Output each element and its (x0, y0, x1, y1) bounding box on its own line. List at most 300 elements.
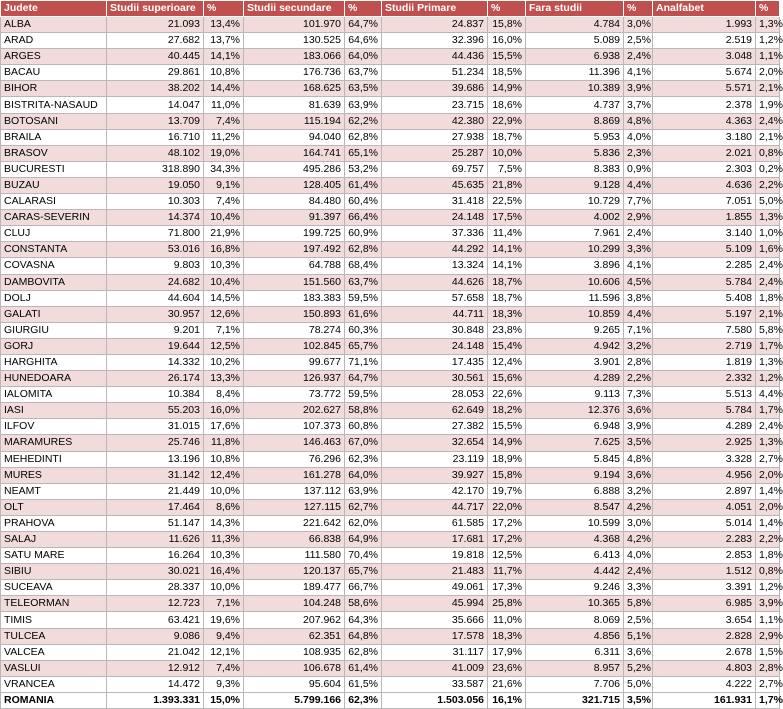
table-cell: 14.332 (107, 354, 204, 370)
table-cell: 14.472 (107, 676, 204, 692)
table-cell: 19.644 (107, 338, 204, 354)
table-row (1, 467, 780, 483)
table-cell: 9.113 (526, 387, 624, 403)
county-name: MURES (1, 467, 107, 483)
table-cell: 6.311 (526, 644, 624, 660)
table-cell: 18,7% (488, 129, 526, 145)
table-cell: 58,8% (345, 403, 382, 419)
table-cell: 44.711 (382, 306, 488, 322)
table-cell: 3.328 (653, 451, 756, 467)
table-cell: 76.296 (244, 451, 345, 467)
table-cell: 2.678 (653, 644, 756, 660)
table-row (1, 145, 780, 161)
table-cell: 66,7% (345, 580, 382, 596)
table-cell: 8.383 (526, 161, 624, 177)
table-cell: 63,9% (345, 97, 382, 113)
total-row (1, 692, 780, 708)
total-label: ROMANIA (1, 692, 107, 708)
table-cell: 1,1% (756, 49, 780, 65)
county-name: BISTRITA-NASAUD (1, 97, 107, 113)
table-cell: 10,2% (204, 354, 244, 370)
table-cell: 44.604 (107, 290, 204, 306)
table-cell: 40.445 (107, 49, 204, 65)
table-cell: 78.274 (244, 322, 345, 338)
table-cell: 10.384 (107, 387, 204, 403)
table-cell: 64,0% (345, 467, 382, 483)
table-cell: 39.927 (382, 467, 488, 483)
table-cell: 24.148 (382, 338, 488, 354)
table-cell: 9,3% (204, 676, 244, 692)
table-cell: 189.477 (244, 580, 345, 596)
table-cell: 10,3% (204, 258, 244, 274)
table-cell: 65,7% (345, 338, 382, 354)
county-name: SUCEAVA (1, 580, 107, 596)
table-cell: 9.194 (526, 467, 624, 483)
table-cell: 3.140 (653, 226, 756, 242)
table-cell: 17.435 (382, 354, 488, 370)
table-row (1, 210, 780, 226)
table-cell: 17,5% (488, 210, 526, 226)
table-row (1, 33, 780, 49)
county-name: ARGES (1, 49, 107, 65)
table-cell: 2.897 (653, 483, 756, 499)
table-cell: 7,3% (624, 387, 653, 403)
total-cell: 5.799.166 (244, 692, 345, 708)
table-row (1, 226, 780, 242)
table-cell: 3,2% (624, 483, 653, 499)
table-cell: 5.845 (526, 451, 624, 467)
table-cell: 19,7% (488, 483, 526, 499)
table-cell: 41.009 (382, 660, 488, 676)
table-cell: 1,2% (756, 371, 780, 387)
table-cell: 30.957 (107, 306, 204, 322)
table-cell: 108.935 (244, 644, 345, 660)
total-cell: 1.393.331 (107, 692, 204, 708)
county-name: HUNEDOARA (1, 371, 107, 387)
table-cell: 30.561 (382, 371, 488, 387)
table-cell: 4.856 (526, 628, 624, 644)
table-cell: 21.449 (107, 483, 204, 499)
county-name: HARGHITA (1, 354, 107, 370)
table-row (1, 676, 780, 692)
table-cell: 61,6% (345, 306, 382, 322)
table-cell: 12,1% (204, 644, 244, 660)
table-cell: 1.855 (653, 210, 756, 226)
table-cell: 1,8% (756, 548, 780, 564)
county-name: BACAU (1, 65, 107, 81)
table-cell: 22,0% (488, 499, 526, 515)
table-cell: 2,4% (756, 419, 780, 435)
table-cell: 1.819 (653, 354, 756, 370)
table-cell: 23,6% (488, 660, 526, 676)
table-cell: 16,0% (488, 33, 526, 49)
table-cell: 12,4% (204, 467, 244, 483)
table-row (1, 371, 780, 387)
table-cell: 2.021 (653, 145, 756, 161)
table-cell: 4,1% (624, 65, 653, 81)
table-cell: 4.051 (653, 499, 756, 515)
table-cell: 2,9% (624, 210, 653, 226)
table-row (1, 274, 780, 290)
table-row (1, 242, 780, 258)
table-cell: 11.596 (526, 290, 624, 306)
column-header: Fara studii (526, 1, 624, 17)
table-cell: 19,6% (204, 612, 244, 628)
table-cell: 59,5% (345, 290, 382, 306)
county-name: GORJ (1, 338, 107, 354)
total-cell: 1.503.056 (382, 692, 488, 708)
table-cell: 18,3% (488, 306, 526, 322)
table-cell: 63,9% (345, 483, 382, 499)
table-cell: 42.170 (382, 483, 488, 499)
table-cell: 3,8% (624, 290, 653, 306)
table-row (1, 435, 780, 451)
table-cell: 14,9% (488, 435, 526, 451)
table-cell: 12.376 (526, 403, 624, 419)
table-cell: 106.678 (244, 660, 345, 676)
table-cell: 24.682 (107, 274, 204, 290)
table-cell: 21,9% (204, 226, 244, 242)
table-cell: 130.525 (244, 33, 345, 49)
column-header: Analfabet (653, 1, 756, 17)
county-name: ARAD (1, 33, 107, 49)
table-cell: 4,8% (624, 113, 653, 129)
table-cell: 39.686 (382, 81, 488, 97)
table-cell: 19.050 (107, 177, 204, 193)
table-cell: 14,1% (488, 242, 526, 258)
table-cell: 5.953 (526, 129, 624, 145)
table-cell: 31.142 (107, 467, 204, 483)
table-cell: 6.413 (526, 548, 624, 564)
table-cell: 5.408 (653, 290, 756, 306)
table-cell: 9.086 (107, 628, 204, 644)
table-cell: 202.627 (244, 403, 345, 419)
table-cell: 2,0% (756, 499, 780, 515)
table-cell: 14,5% (204, 290, 244, 306)
table-cell: 127.115 (244, 499, 345, 515)
table-cell: 91.397 (244, 210, 345, 226)
table-cell: 62,8% (345, 644, 382, 660)
table-cell: 128.405 (244, 177, 345, 193)
table-cell: 18,9% (488, 451, 526, 467)
table-cell: 64,3% (345, 612, 382, 628)
table-cell: 8.957 (526, 660, 624, 676)
table-cell: 49.061 (382, 580, 488, 596)
table-cell: 11,0% (204, 97, 244, 113)
table-cell: 64.788 (244, 258, 345, 274)
table-cell: 2.719 (653, 338, 756, 354)
table-cell: 6.985 (653, 596, 756, 612)
table-cell: 146.463 (244, 435, 345, 451)
column-header: % (204, 1, 244, 17)
table-cell: 5.109 (653, 242, 756, 258)
table-cell: 2.303 (653, 161, 756, 177)
table-cell: 10,0% (488, 145, 526, 161)
table-cell: 1,6% (756, 242, 780, 258)
total-cell: 321.715 (526, 692, 624, 708)
table-row (1, 17, 780, 33)
table-cell: 4.368 (526, 532, 624, 548)
county-name: SALAJ (1, 532, 107, 548)
table-row (1, 532, 780, 548)
county-name: MEHEDINTI (1, 451, 107, 467)
county-name: CALARASI (1, 194, 107, 210)
table-cell: 3,9% (756, 596, 780, 612)
table-cell: 22,6% (488, 387, 526, 403)
county-name: ALBA (1, 17, 107, 33)
table-cell: 15,5% (488, 419, 526, 435)
table-cell: 3.654 (653, 612, 756, 628)
table-cell: 5.197 (653, 306, 756, 322)
table-cell: 38.202 (107, 81, 204, 97)
table-cell: 10.606 (526, 274, 624, 290)
table-row (1, 65, 780, 81)
table-row (1, 194, 780, 210)
table-cell: 3,9% (624, 81, 653, 97)
table-cell: 10,8% (204, 451, 244, 467)
table-cell: 44.717 (382, 499, 488, 515)
table-cell: 29.861 (107, 65, 204, 81)
table-cell: 199.725 (244, 226, 345, 242)
table-cell: 3,0% (624, 17, 653, 33)
table-row (1, 306, 780, 322)
table-cell: 64,6% (345, 33, 382, 49)
table-cell: 161.278 (244, 467, 345, 483)
table-cell: 5,8% (756, 322, 780, 338)
table-cell: 4.289 (653, 419, 756, 435)
table-cell: 65,7% (345, 564, 382, 580)
table-cell: 1,7% (756, 338, 780, 354)
table-row (1, 660, 780, 676)
table-cell: 8,6% (204, 499, 244, 515)
total-cell: 1,7% (756, 692, 780, 708)
table-cell: 4,5% (624, 274, 653, 290)
table-cell: 176.736 (244, 65, 345, 81)
table-cell: 12,4% (488, 354, 526, 370)
table-cell: 115.194 (244, 113, 345, 129)
table-cell: 4.636 (653, 177, 756, 193)
table-cell: 3.901 (526, 354, 624, 370)
table-cell: 6.888 (526, 483, 624, 499)
table-cell: 11,7% (488, 564, 526, 580)
table-row (1, 338, 780, 354)
table-cell: 5,1% (624, 628, 653, 644)
table-row (1, 258, 780, 274)
table-cell: 183.066 (244, 49, 345, 65)
table-cell: 4.363 (653, 113, 756, 129)
table-row (1, 580, 780, 596)
table-cell: 7.625 (526, 435, 624, 451)
table-cell: 65,1% (345, 145, 382, 161)
table-cell: 6.938 (526, 49, 624, 65)
table-cell: 2,3% (624, 145, 653, 161)
table-cell: 7,1% (624, 322, 653, 338)
table-cell: 31.117 (382, 644, 488, 660)
table-cell: 5.014 (653, 515, 756, 531)
table-cell: 3,0% (624, 515, 653, 531)
table-cell: 5.089 (526, 33, 624, 49)
table-cell: 22,5% (488, 194, 526, 210)
column-header: Studii superioare (107, 1, 204, 17)
county-name: VASLUI (1, 660, 107, 676)
table-cell: 44.626 (382, 274, 488, 290)
county-name: SATU MARE (1, 548, 107, 564)
table-cell: 62.649 (382, 403, 488, 419)
total-cell: 62,3% (345, 692, 382, 708)
table-row (1, 177, 780, 193)
table-cell: 14,1% (204, 49, 244, 65)
table-cell: 18,3% (488, 628, 526, 644)
table-row (1, 403, 780, 419)
table-cell: 21.093 (107, 17, 204, 33)
county-name: DAMBOVITA (1, 274, 107, 290)
table-cell: 4.222 (653, 676, 756, 692)
table-row (1, 499, 780, 515)
table-row (1, 49, 780, 65)
table-cell: 30.021 (107, 564, 204, 580)
table-cell: 13.709 (107, 113, 204, 129)
table-cell: 0,8% (756, 564, 780, 580)
table-cell: 16,4% (204, 564, 244, 580)
table-cell: 8,4% (204, 387, 244, 403)
table-cell: 10,4% (204, 274, 244, 290)
table-cell: 4.956 (653, 467, 756, 483)
table-cell: 2,5% (624, 33, 653, 49)
table-cell: 2.378 (653, 97, 756, 113)
table-cell: 4,4% (624, 177, 653, 193)
table-cell: 168.625 (244, 81, 345, 97)
table-cell: 24.837 (382, 17, 488, 33)
table-cell: 64,7% (345, 17, 382, 33)
table-row (1, 483, 780, 499)
table-cell: 18,5% (488, 65, 526, 81)
table-cell: 21,8% (488, 177, 526, 193)
table-cell: 11,3% (204, 532, 244, 548)
table-cell: 10,3% (204, 548, 244, 564)
table-cell: 6.948 (526, 419, 624, 435)
county-name: TIMIS (1, 612, 107, 628)
table-cell: 60,3% (345, 322, 382, 338)
table-cell: 9.265 (526, 322, 624, 338)
table-cell: 35.666 (382, 612, 488, 628)
table-row (1, 161, 780, 177)
table-cell: 73.772 (244, 387, 345, 403)
table-cell: 16,8% (204, 242, 244, 258)
table-cell: 19,0% (204, 145, 244, 161)
table-cell: 10.859 (526, 306, 624, 322)
table-cell: 4,4% (624, 306, 653, 322)
table-cell: 12.912 (107, 660, 204, 676)
table-cell: 61,4% (345, 177, 382, 193)
table-cell: 3,6% (624, 467, 653, 483)
table-row (1, 322, 780, 338)
table-cell: 10.389 (526, 81, 624, 97)
table-cell: 69.757 (382, 161, 488, 177)
table-cell: 4.442 (526, 564, 624, 580)
county-name: BRAILA (1, 129, 107, 145)
table-cell: 7,4% (204, 194, 244, 210)
table-cell: 64,9% (345, 532, 382, 548)
column-header: % (624, 1, 653, 17)
table-cell: 3,6% (624, 403, 653, 419)
table-cell: 15,8% (488, 17, 526, 33)
table-cell: 2,0% (756, 65, 780, 81)
table-cell: 2,0% (756, 467, 780, 483)
table-cell: 18,7% (488, 274, 526, 290)
table-cell: 63,5% (345, 81, 382, 97)
county-name: MARAMURES (1, 435, 107, 451)
table-cell: 318.890 (107, 161, 204, 177)
table-cell: 17,9% (488, 644, 526, 660)
table-cell: 2,4% (624, 49, 653, 65)
table-cell: 27.682 (107, 33, 204, 49)
table-cell: 1,2% (756, 580, 780, 596)
county-name: GALATI (1, 306, 107, 322)
table-cell: 4,2% (624, 532, 653, 548)
table-cell: 32.654 (382, 435, 488, 451)
table-cell: 102.845 (244, 338, 345, 354)
table-cell: 197.492 (244, 242, 345, 258)
table-row (1, 451, 780, 467)
county-name: CONSTANTA (1, 242, 107, 258)
table-cell: 13.324 (382, 258, 488, 274)
table-cell: 71.800 (107, 226, 204, 242)
table-cell: 60,8% (345, 419, 382, 435)
table-cell: 3,5% (624, 435, 653, 451)
table-cell: 15,8% (488, 467, 526, 483)
header-row (1, 1, 780, 17)
table-cell: 7,7% (624, 194, 653, 210)
column-header: Studii secundare (244, 1, 345, 17)
table-cell: 62.351 (244, 628, 345, 644)
table-row (1, 354, 780, 370)
table-cell: 11,2% (204, 129, 244, 145)
table-row (1, 387, 780, 403)
table-cell: 17,2% (488, 515, 526, 531)
county-name: CARAS-SEVERIN (1, 210, 107, 226)
table-cell: 7,1% (204, 596, 244, 612)
table-cell: 53.016 (107, 242, 204, 258)
table-cell: 1,3% (756, 210, 780, 226)
table-cell: 62,7% (345, 499, 382, 515)
table-cell: 2,4% (756, 258, 780, 274)
table-cell: 11.626 (107, 532, 204, 548)
table-cell: 5,2% (624, 660, 653, 676)
table-cell: 1,1% (756, 612, 780, 628)
table-cell: 27.938 (382, 129, 488, 145)
table-cell: 2,4% (756, 113, 780, 129)
table-cell: 19.818 (382, 548, 488, 564)
table-cell: 101.970 (244, 17, 345, 33)
table-cell: 62,0% (345, 515, 382, 531)
table-cell: 10.303 (107, 194, 204, 210)
table-cell: 12,5% (204, 338, 244, 354)
table-cell: 34,3% (204, 161, 244, 177)
table-cell: 11,0% (488, 612, 526, 628)
county-name: BRASOV (1, 145, 107, 161)
table-cell: 3.391 (653, 580, 756, 596)
table-cell: 63.421 (107, 612, 204, 628)
table-cell: 17,6% (204, 419, 244, 435)
table-cell: 4.737 (526, 97, 624, 113)
table-cell: 2,4% (624, 226, 653, 242)
table-cell: 3,9% (624, 419, 653, 435)
table-cell: 59,5% (345, 387, 382, 403)
column-header: % (345, 1, 382, 17)
table-cell: 18,2% (488, 403, 526, 419)
table-cell: 28.337 (107, 580, 204, 596)
table-cell: 22,9% (488, 113, 526, 129)
